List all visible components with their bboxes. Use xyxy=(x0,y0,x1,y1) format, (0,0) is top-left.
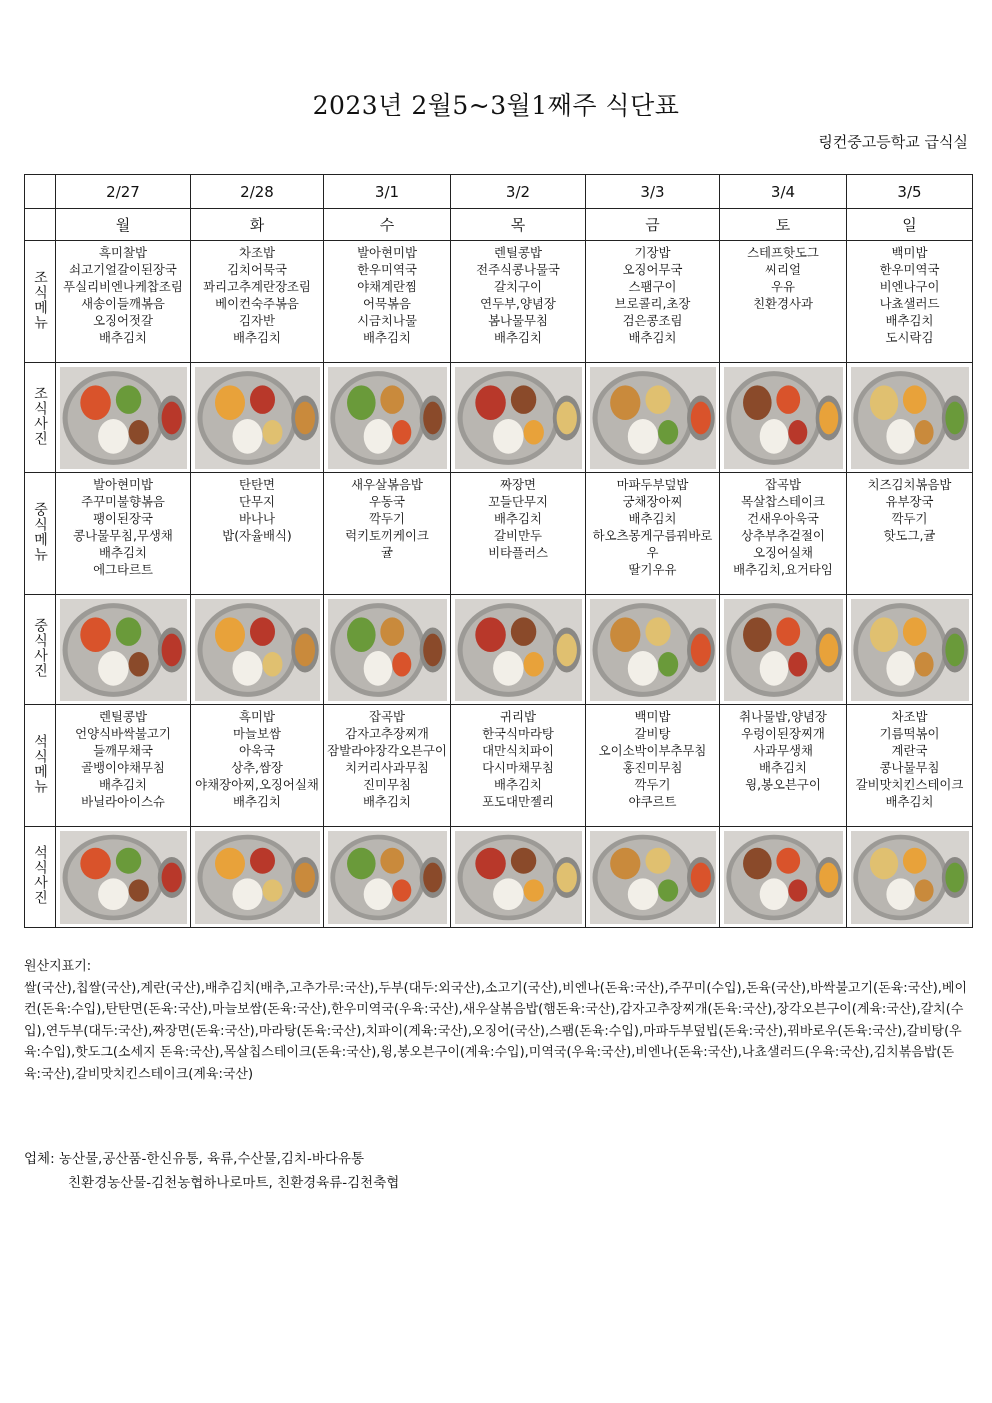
photo-cell xyxy=(324,363,451,473)
menu-item: 야채장아찌,오징어실채 xyxy=(195,777,319,792)
menu-item: 마늘보쌈 xyxy=(233,726,281,741)
menu-item: 진미무침 xyxy=(363,777,411,792)
meal-photo xyxy=(847,367,972,469)
menu-item: 갈치구이 xyxy=(494,279,542,294)
photo-cell xyxy=(720,827,847,928)
menu-item: 핫도그,귤 xyxy=(883,528,936,543)
menu-item: 꽈리고추계란장조림 xyxy=(203,279,311,294)
row-label-cell xyxy=(25,827,56,928)
menu-item: 잡곡밥 xyxy=(369,709,405,724)
meal-photo xyxy=(191,831,323,924)
menu-item: 포도대만젤리 xyxy=(482,794,554,809)
weekday-cell: 일 xyxy=(847,209,973,241)
menu-item: 치즈김치볶음밥 xyxy=(867,477,952,492)
weekday-header-row xyxy=(25,209,973,241)
menu-item: 상추부추겉절이 xyxy=(741,528,825,543)
menu-item: 새우살볶음밥 xyxy=(351,477,423,492)
menu-item: 발아현미밥 xyxy=(357,245,417,260)
row-label-cell xyxy=(25,595,56,705)
menu-cell xyxy=(56,705,191,827)
photo-cell xyxy=(324,595,451,705)
menu-item: 배추김치 xyxy=(363,330,411,345)
menu-item: 배추김치 xyxy=(233,330,281,345)
menu-cell xyxy=(191,473,324,595)
vendor-line-2: 친환경농산물-김천농협하나로마트, 친환경육류-김천축협 xyxy=(68,1175,400,1191)
date-cell: 2/28 xyxy=(191,175,324,209)
meal-photo xyxy=(191,367,323,469)
meal-photo xyxy=(847,831,972,924)
menu-item: 기름떡볶이 xyxy=(879,726,940,741)
menu-cell xyxy=(586,473,720,595)
menu-item: 건새우아욱국 xyxy=(747,511,819,526)
menu-item: 깍두기 xyxy=(891,511,928,526)
menu-item: 우렁이된장찌개 xyxy=(741,726,825,741)
photo-cell xyxy=(847,595,973,705)
meal-photo xyxy=(586,831,719,924)
menu-item: 목살찹스테이크 xyxy=(741,494,825,509)
menu-item: 흑미밥 xyxy=(239,709,275,724)
meal-photo xyxy=(324,367,450,469)
menu-item: 연두부,양념장 xyxy=(480,296,556,311)
menu-item: 배추김치 xyxy=(759,760,807,775)
menu-item: 한우미역국 xyxy=(879,262,940,277)
menu-item: 배추김치 xyxy=(885,313,934,328)
weekday-cell: 금 xyxy=(586,209,720,241)
menu-item: 오징어무국 xyxy=(622,262,683,277)
menu-item: 기장밥 xyxy=(634,245,671,260)
menu-item: 윙,봉오븐구이 xyxy=(745,777,821,792)
menu-item: 야채계란찜 xyxy=(357,279,417,294)
menu-item: 브로콜리,초장 xyxy=(614,296,691,311)
menu-item: 봄나물무침 xyxy=(488,313,548,328)
menu-cell xyxy=(191,241,324,363)
lunch-photo-row xyxy=(25,595,973,705)
menu-cell xyxy=(720,705,847,827)
menu-item: 친환경사과 xyxy=(753,296,813,311)
photo-cell xyxy=(56,363,191,473)
dinner-menu-label: 석식메뉴 xyxy=(32,733,48,794)
menu-item: 흑미찰밥 xyxy=(99,245,147,260)
menu-item: 꼬들단무지 xyxy=(488,494,548,509)
row-label-cell xyxy=(25,705,56,827)
menu-item: 렌틸콩밥 xyxy=(494,245,542,260)
photo-cell xyxy=(451,595,586,705)
meal-photo xyxy=(324,831,450,924)
menu-item: 씨리얼 xyxy=(765,262,801,277)
origin-notes xyxy=(24,956,970,1085)
menu-item: 언양식바싹불고기 xyxy=(75,726,171,741)
meal-photo xyxy=(451,831,585,924)
photo-cell xyxy=(56,827,191,928)
menu-item: 렌틸콩밥 xyxy=(99,709,147,724)
menu-item: 갈비만두 xyxy=(494,528,542,543)
menu-item: 밥(자율배식) xyxy=(222,528,292,543)
menu-item: 딸기우유 xyxy=(628,562,677,577)
meal-photo xyxy=(324,599,450,701)
menu-item: 팽이된장국 xyxy=(93,511,153,526)
menu-item: 베이컨숙주볶음 xyxy=(215,296,299,311)
menu-item: 김치어묵국 xyxy=(227,262,287,277)
menu-item: 궁채장아찌 xyxy=(622,494,683,509)
vendor-info xyxy=(24,1147,399,1195)
menu-cell xyxy=(720,241,847,363)
row-label-cell xyxy=(25,241,56,363)
photo-cell xyxy=(191,827,324,928)
menu-cell xyxy=(56,241,191,363)
menu-item: 사과무생채 xyxy=(753,743,813,758)
menu-item: 푸실리비엔나케찹조림 xyxy=(63,279,183,294)
menu-item: 차조밥 xyxy=(891,709,928,724)
meal-photo xyxy=(56,599,190,701)
menu-item: 바나나 xyxy=(239,511,275,526)
menu-cell xyxy=(451,705,586,827)
meal-photo xyxy=(56,831,190,924)
menu-item: 갈비맛치킨스테이크 xyxy=(855,777,964,792)
menu-cell xyxy=(847,705,973,827)
lunch-menu-label: 중식메뉴 xyxy=(32,501,48,562)
menu-cell xyxy=(56,473,191,595)
menu-item: 오징어실채 xyxy=(753,545,813,560)
menu-cell xyxy=(324,473,451,595)
menu-cell xyxy=(720,473,847,595)
menu-item: 비엔나구이 xyxy=(879,279,940,294)
menu-item: 갈비탕 xyxy=(634,726,671,741)
meal-photo xyxy=(720,599,846,701)
meal-photo xyxy=(451,599,585,701)
menu-item: 시금치나물 xyxy=(357,313,417,328)
menu-item: 전주식콩나물국 xyxy=(476,262,560,277)
dinner-photo-label: 석식사진 xyxy=(32,845,48,905)
menu-item: 계란국 xyxy=(891,743,928,758)
menu-item: 귀리밥 xyxy=(500,709,536,724)
origin-label: 원산지표기: xyxy=(24,959,92,974)
menu-item: 배추김치 xyxy=(99,330,147,345)
menu-item: 배추김치 xyxy=(885,794,934,809)
menu-item: 김자반 xyxy=(239,313,275,328)
menu-item: 단무지 xyxy=(239,494,275,509)
corner-cell xyxy=(25,175,56,209)
menu-item: 새송이들깨볶음 xyxy=(81,296,165,311)
menu-item: 스테프핫도그 xyxy=(747,245,819,260)
menu-item: 주꾸미불향볶음 xyxy=(81,494,165,509)
menu-cell xyxy=(586,241,720,363)
menu-item: 홍진미무침 xyxy=(622,760,683,775)
menu-item: 배추김치 xyxy=(494,330,542,345)
photo-cell xyxy=(191,595,324,705)
menu-item: 럭키토끼케이크 xyxy=(345,528,429,543)
corner-cell xyxy=(25,209,56,241)
menu-item: 깍두기 xyxy=(634,777,671,792)
dinner-menu-row xyxy=(25,705,973,827)
menu-item: 마파두부덮밥 xyxy=(616,477,689,492)
menu-cell xyxy=(451,241,586,363)
weekday-cell: 목 xyxy=(451,209,586,241)
row-label-cell xyxy=(25,473,56,595)
photo-cell xyxy=(720,363,847,473)
menu-item: 비타플러스 xyxy=(488,545,548,560)
breakfast-photo-label: 조식사진 xyxy=(32,385,48,446)
menu-item: 차조밥 xyxy=(239,245,275,260)
photo-cell xyxy=(56,595,191,705)
menu-item: 감자고추장찌개 xyxy=(345,726,429,741)
menu-item: 깍두기 xyxy=(369,511,405,526)
menu-item: 에그타르트 xyxy=(93,562,153,577)
menu-item: 배추김치 xyxy=(628,330,677,345)
meal-photo xyxy=(586,367,719,469)
menu-item: 아욱국 xyxy=(239,743,275,758)
menu-cell xyxy=(847,241,973,363)
photo-cell xyxy=(451,363,586,473)
menu-item: 배추김치 xyxy=(363,794,411,809)
photo-cell xyxy=(586,827,720,928)
menu-cell xyxy=(324,705,451,827)
menu-item: 배추김치 xyxy=(99,545,147,560)
page-title: 2023년 2월5~3월1째주 식단표 xyxy=(312,91,680,120)
breakfast-menu-label: 조식메뉴 xyxy=(32,269,48,330)
breakfast-menu-row xyxy=(25,241,973,363)
menu-item: 귤 xyxy=(381,545,393,560)
row-label-cell xyxy=(25,363,56,473)
menu-item: 유부장국 xyxy=(885,494,934,509)
menu-item: 백미밥 xyxy=(891,245,928,260)
menu-item: 취나물밥,양념장 xyxy=(739,709,827,724)
school-name: 링컨중고등학교 급식실 xyxy=(818,133,968,151)
menu-item: 치커리사과무침 xyxy=(345,760,429,775)
menu-item: 짜장면 xyxy=(500,477,536,492)
meal-photo xyxy=(720,831,846,924)
vendor-line-1: 업체: 농산물,공산품-한신유통, 육류,수산물,김치-바다유통 xyxy=(24,1151,364,1167)
date-cell: 3/5 xyxy=(847,175,973,209)
date-cell: 3/4 xyxy=(720,175,847,209)
menu-item: 한우미역국 xyxy=(357,262,417,277)
meal-plan-table xyxy=(24,174,973,928)
menu-item: 배추김치 xyxy=(233,794,281,809)
menu-item: 야쿠르트 xyxy=(628,794,677,809)
date-header-row xyxy=(25,175,973,209)
photo-cell xyxy=(847,363,973,473)
menu-item: 들깨무채국 xyxy=(93,743,153,758)
menu-item: 검은콩조림 xyxy=(622,313,683,328)
photo-cell xyxy=(191,363,324,473)
date-cell: 3/1 xyxy=(324,175,451,209)
date-cell: 3/2 xyxy=(451,175,586,209)
photo-cell xyxy=(720,595,847,705)
menu-item: 쇠고기얼갈이된장국 xyxy=(69,262,177,277)
meal-photo xyxy=(586,599,719,701)
photo-cell xyxy=(324,827,451,928)
dinner-photo-row xyxy=(25,827,973,928)
menu-cell xyxy=(191,705,324,827)
menu-item: 골뱅이야채무침 xyxy=(81,760,165,775)
date-cell: 3/3 xyxy=(586,175,720,209)
date-cell: 2/27 xyxy=(56,175,191,209)
menu-item: 오징어젓갈 xyxy=(93,313,153,328)
menu-item: 탄탄면 xyxy=(239,477,275,492)
meal-photo xyxy=(451,367,585,469)
lunch-menu-row xyxy=(25,473,973,595)
photo-cell xyxy=(586,363,720,473)
menu-cell xyxy=(586,705,720,827)
menu-item: 배추김치,요거타임 xyxy=(733,562,833,577)
menu-item: 하오츠몽게구름꿔바로우 xyxy=(592,528,713,560)
meal-photo xyxy=(56,367,190,469)
weekday-cell: 월 xyxy=(56,209,191,241)
menu-item: 우유 xyxy=(771,279,795,294)
menu-cell xyxy=(324,241,451,363)
weekday-cell: 수 xyxy=(324,209,451,241)
weekday-cell: 화 xyxy=(191,209,324,241)
meal-photo xyxy=(720,367,846,469)
menu-item: 한국식마라탕 xyxy=(482,726,554,741)
photo-cell xyxy=(847,827,973,928)
menu-item: 발아현미밥 xyxy=(93,477,153,492)
menu-item: 상추,쌈장 xyxy=(231,760,283,775)
menu-item: 바닐라아이스슈 xyxy=(81,794,165,809)
menu-item: 배추김치 xyxy=(628,511,677,526)
menu-item: 배추김치 xyxy=(99,777,147,792)
menu-item: 대만식치파이 xyxy=(482,743,554,758)
origin-text: 쌀(국산),칩쌀(국산),계란(국산),배추김치(배추,고추가루:국산),두부(대두:외국산),소고기(국산),비엔나(돈육:국산),주꾸미(수입),돈육(국산),바싹불고기(돈육:국산),베이컨(돈육:수입),탄탄면(돈육:국산),마늘보쌈(돈육:국산),한우미역국(우육:국산),새우살볶음밥(햄돈육:국산),감자고추장찌개(돈육:국산),장각오븐구이(계육:국산),갈치(수입),연두부(대두:국산),짜장면(돈육:국산),마라탕(돈육:국산),치파이(계육:국산),오징어(국산),스팸(돈육:수입),마파두부덮빕(돈육:국산),꿔바로우(돈육:국산),갈비탕(우육:수입),핫도그(소세지 돈육:국산),목살칩스테이크(돈육:국산),윙,봉오븐구이(계육:수입),미역국(우육:국산),비엔나(돈육:국산),나쵸샐러드(우육:국산),김치볶음밥(돈육:국산),갈비맛치킨스테이크(계육:국산) xyxy=(24,980,968,1082)
menu-item: 우동국 xyxy=(369,494,405,509)
lunch-photo-label: 중식사진 xyxy=(32,617,48,678)
menu-cell xyxy=(451,473,586,595)
menu-item: 어묵볶음 xyxy=(363,296,411,311)
menu-item: 다시마채무침 xyxy=(482,760,554,775)
menu-item: 백미밥 xyxy=(634,709,671,724)
menu-item: 스팸구이 xyxy=(628,279,677,294)
photo-cell xyxy=(586,595,720,705)
menu-item: 잡곡밥 xyxy=(765,477,801,492)
menu-item: 콩나물무침 xyxy=(879,760,940,775)
photo-cell xyxy=(451,827,586,928)
menu-item: 도시락김 xyxy=(885,330,934,345)
meal-photo xyxy=(847,599,972,701)
menu-item: 배추김치 xyxy=(494,777,542,792)
menu-cell xyxy=(847,473,973,595)
menu-item: 오이소박이부추무침 xyxy=(598,743,707,758)
meal-photo xyxy=(191,599,323,701)
menu-item: 나쵸샐러드 xyxy=(879,296,940,311)
menu-item: 잠발라야장각오븐구이 xyxy=(327,743,447,758)
menu-item: 배추김치 xyxy=(494,511,542,526)
weekday-cell: 토 xyxy=(720,209,847,241)
menu-item: 콩나물무침,무생채 xyxy=(73,528,173,543)
breakfast-photo-row xyxy=(25,363,973,473)
